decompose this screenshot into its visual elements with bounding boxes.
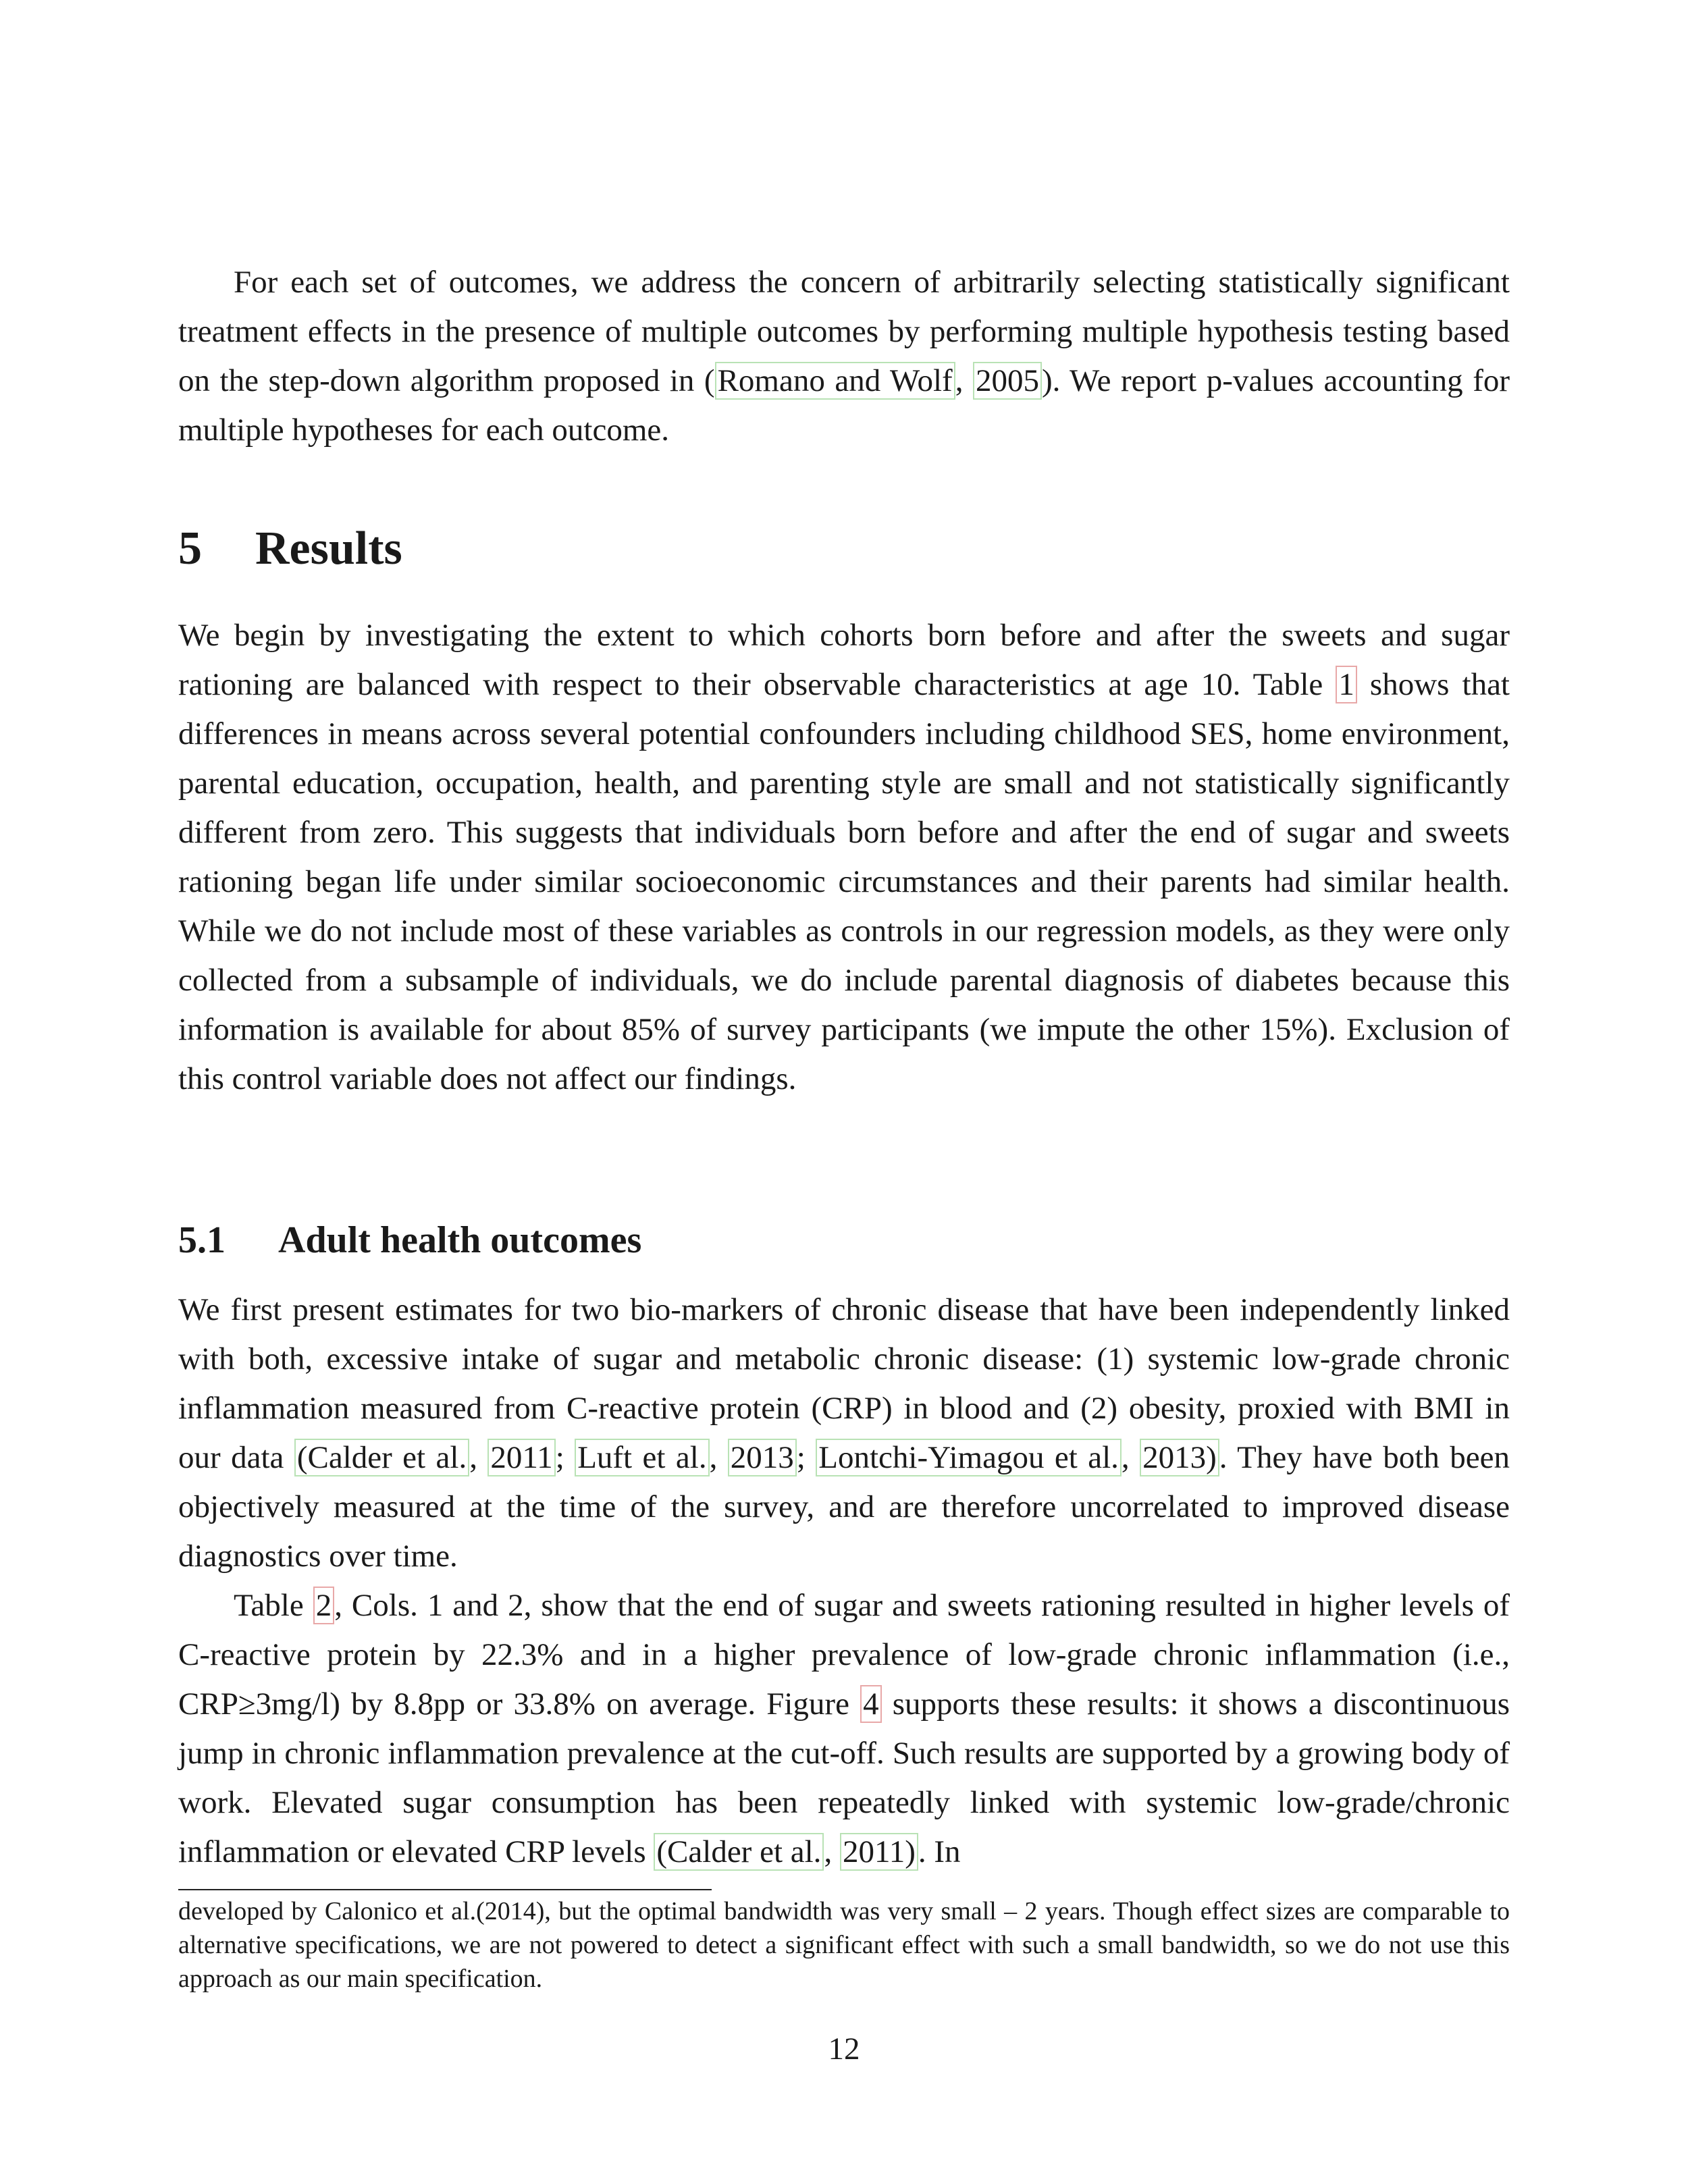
text-span: ; xyxy=(555,1440,575,1475)
figure-ref-link[interactable]: 4 xyxy=(860,1685,882,1723)
section-number: 5 xyxy=(178,523,202,575)
text-span: shows that differences in means across several potential confounders including childhood SES, home environment, parental education, occupation, health, and parenting style are small and not statistically significantly different from zero. This suggests that individuals born before and after the end of sugar and sweets rationing began life under similar socioeconomic circumstances and their parents had similar health. While we do not include most of these variables as controls in our regression models, as they were only collected from a subsample of individuals, we do include parental diagnosis of diabetes because this information is available for about 85% of survey participants (we impute the other 15%). Exclusion of this control variable does not affect our findings. xyxy=(178,667,1510,1096)
text-span: We first present estimates for two bio-markers of chronic disease that have been independently linked with both, excessive intake of sugar and metabolic chronic disease: (1) systemic low-grade chronic inflammation measured from C-reactive protein (CRP) in blood and (2) obesity, proxied with BMI in our data xyxy=(178,1292,1510,1475)
text-span: We begin by investigating the extent to which cohorts born before and after the sweets and sugar rationing are balanced with respect to their observable characteristics at age 10. Table xyxy=(178,618,1510,702)
table-ref-link[interactable]: 1 xyxy=(1336,666,1357,703)
text-span: , xyxy=(955,363,973,398)
citation-link[interactable]: Lontchi-Yimagou et al. xyxy=(816,1439,1122,1476)
page-number: 12 xyxy=(828,2031,860,2067)
text-span: For each set of outcomes, we address the concern of arbitrarily selecting statistically significant treatment effects in the presence of multiple outcomes by performing multiple hypothesis testing based on the step-down algorithm proposed in ( xyxy=(178,265,1510,398)
paragraph-balance xyxy=(178,611,1510,1104)
table-ref-link[interactable]: 2 xyxy=(313,1587,335,1624)
section-heading xyxy=(178,518,402,579)
citation-link[interactable]: (Calder et al. xyxy=(654,1833,824,1871)
subsection-number: 5.1 xyxy=(178,1219,226,1261)
citation-link[interactable]: 2011) xyxy=(840,1833,918,1871)
citation-link[interactable]: (Calder et al. xyxy=(294,1439,469,1476)
footnote-divider xyxy=(178,1889,712,1890)
paragraph-multiple-hypothesis xyxy=(178,258,1510,455)
paragraph-biomarkers xyxy=(178,1285,1510,1581)
section-title: Results xyxy=(255,523,402,575)
citation-link[interactable]: 2005 xyxy=(973,362,1042,400)
citation-link[interactable]: Luft et al. xyxy=(575,1439,709,1476)
subsection-heading xyxy=(178,1217,641,1264)
text-span: , xyxy=(1121,1440,1140,1475)
subsection-title: Adult health outcomes xyxy=(278,1219,642,1261)
text-span: ). We report p-values accounting for multiple hypotheses for each outcome. xyxy=(178,363,1510,448)
text-span: , xyxy=(824,1834,840,1869)
text-span: , xyxy=(469,1440,488,1475)
citation-link[interactable]: 2013) xyxy=(1140,1439,1219,1476)
text-span: ; xyxy=(796,1440,816,1475)
text-span: supports these results: it shows a discontinuous jump in chronic inflammation prevalence at the cut-off. Such results are supported by a growing body of work. Elevated sugar consumption has been repeatedly linked with systemic low-grade/chronic inflammation or elevated CRP levels xyxy=(178,1686,1510,1869)
text-span: . They have both been objectively measured at the time of the survey, and are therefore uncorrelated to improved disease diagnostics over time. xyxy=(178,1440,1510,1574)
text-span: . In xyxy=(918,1834,961,1869)
citation-link[interactable]: 2011 xyxy=(487,1439,555,1476)
text-span: , xyxy=(709,1440,728,1475)
text-span: , Cols. 1 and 2, show that the end of sugar and sweets rationing resulted in higher levels of C-reactive protein by 22.3% and in a higher prevalence of low-grade chronic inflammation (i.e., CRP≥3mg/l) by 8.8pp or 33.8% on average. Figure xyxy=(178,1588,1510,1722)
citation-link[interactable]: 2013 xyxy=(728,1439,797,1476)
citation-link[interactable]: Romano and Wolf xyxy=(715,362,955,400)
paragraph-crp-results xyxy=(178,1581,1510,1877)
text-span: Table xyxy=(234,1588,313,1623)
footnote: developed by Calonico et al.(2014), but the optimal bandwidth was very small – 2 years. Though effect sizes are comparable to alternative specifications, we are not powered to detect a significant effect with such a small bandwidth, so we do not use this approach as our main specification. xyxy=(178,1897,1510,1993)
